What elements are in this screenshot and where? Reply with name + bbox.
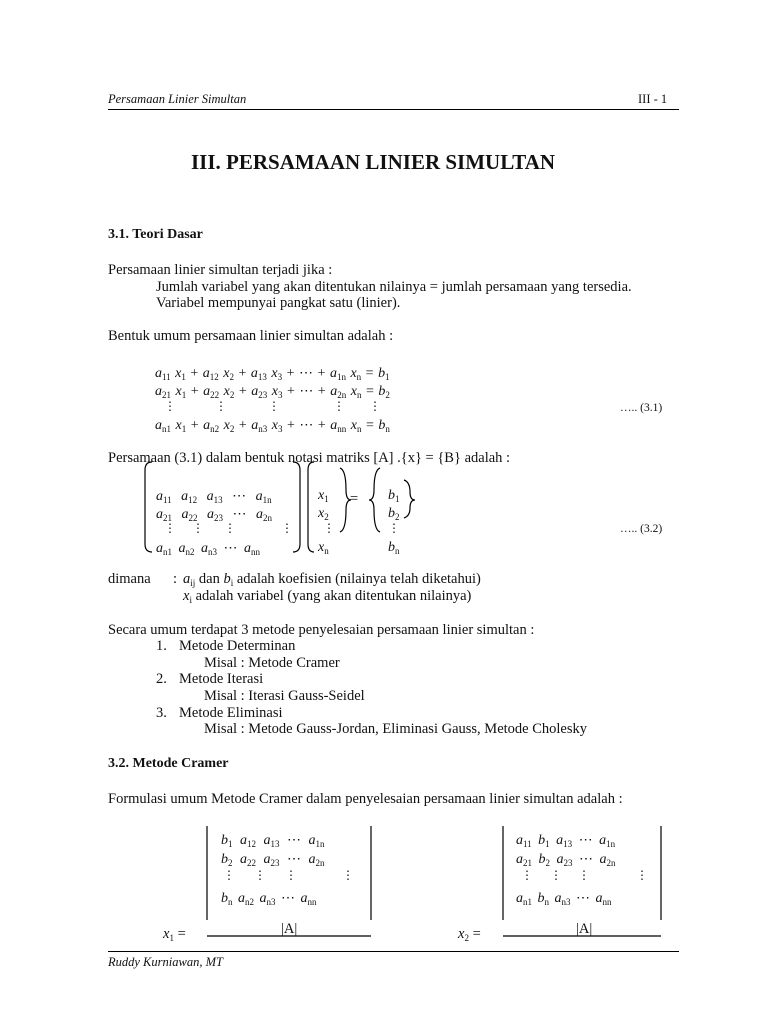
matrix-dots: ⋮ — [224, 521, 236, 535]
cramer-intro: Formulasi umum Metode Cramer dalam penyelesaian persamaan linier simultan adalah : — [108, 791, 623, 807]
equation-number-3-1: ….. (3.1) — [620, 402, 663, 414]
methods-intro: Secara umum terdapat 3 metode penyelesaian persamaan linier simultan : — [108, 622, 535, 638]
vertical-dots-row: ⋮ — [164, 399, 176, 413]
equals-sign: = — [350, 491, 359, 507]
det-x1-row-1: $b_1$ $a_{12}$ $a_{13}$ ⋯ $a_{1n}$ — [221, 833, 325, 849]
matrix-dots: ⋮ — [192, 521, 204, 535]
matrix-dots: ⋮ — [164, 521, 176, 535]
det-x2-dots: ⋮ — [636, 868, 648, 882]
chapter-title: III. PERSAMAAN LINIER SIMULTAN — [191, 150, 556, 174]
vector-x-dots: ⋮ — [323, 521, 335, 535]
equation-number-3-2: ….. (3.2) — [620, 523, 663, 535]
det-x2-dots: ⋮ — [550, 868, 562, 882]
method-name-1: Metode Determinan — [179, 638, 296, 654]
det-x2-row-2: $a_{21}$ $b_2$ $a_{23}$ ⋯ $a_{2n}$ — [516, 852, 616, 868]
det-x2-row-1: $a_{11}$ $b_1$ $a_{13}$ ⋯ $a_{1n}$ — [516, 833, 616, 849]
x1-equals: = — [177, 926, 186, 942]
matrix-dots: ⋮ — [281, 521, 293, 535]
definition-coefficients: $a_{ij}$ dan $b_i$ adalah koefisien (nilainya telah diketahui) — [183, 571, 481, 588]
vertical-dots-row: ⋮ — [215, 399, 227, 413]
definition-variables: $x_i$ adalah variabel (yang akan ditentukan nilainya) — [183, 588, 472, 605]
vector-b-n: $b_n$ — [388, 540, 400, 556]
equation-row-2: $a_{21}$ $x_1 + a_{22}$ $x_2 + a_{23}$ $x_3$ + ⋯ + $a_{2n}$ $x_n = b_2$ — [155, 384, 390, 400]
matrix-notation-text-b: [A] .{x} = {B} adalah : — [373, 450, 511, 466]
det-x1-dots: ⋮ — [342, 868, 354, 882]
method-name-3: Metode Eliminasi — [179, 705, 283, 721]
vector-x-2: $x_2$ — [318, 506, 329, 522]
det-x2-dots: ⋮ — [521, 868, 533, 882]
det-x1-row-2: $b_2$ $a_{22}$ $a_{23}$ ⋯ $a_{2n}$ — [221, 852, 325, 868]
matrix-a-row-2: $a_{21}$ $a_{22}$ $a_{23}$ ⋯ $a_{2n}$ — [156, 507, 272, 523]
x1-label: $x_1$ = — [163, 926, 186, 943]
x2-denominator: |A| — [576, 921, 593, 937]
method-example-1: Misal : Metode Cramer — [204, 655, 340, 671]
vector-b-dots: ⋮ — [388, 521, 400, 535]
footer-author: Ruddy Kurniawan, MT — [108, 955, 223, 969]
det-x2-dots: ⋮ — [578, 868, 590, 882]
vertical-dots-row: ⋮ — [369, 399, 381, 413]
x2-equals: = — [472, 926, 481, 942]
det-x1-dots: ⋮ — [223, 868, 235, 882]
footer-rule — [108, 951, 679, 952]
vector-x-n: $x_n$ — [318, 540, 329, 556]
definition-label: dimana — [108, 571, 151, 587]
vector-b-2: $b_2$ — [388, 506, 400, 522]
section-heading-3-2: 3.2. Metode Cramer — [108, 756, 229, 771]
vector-x-1: $x_1$ — [318, 488, 329, 504]
definition-and: dan — [198, 571, 220, 587]
method-example-3: Misal : Metode Gauss-Jordan, Eliminasi Gauss, Metode Cholesky — [204, 721, 587, 737]
condition-2: Variabel mempunyai pangkat satu (linier). — [156, 295, 401, 311]
matrix-a-row-n: $a_{n1}$ $a_{n2}$ $a_{n3}$ ⋯ $a_{nn}$ — [156, 541, 260, 557]
method-number-1: 1. — [156, 638, 167, 654]
vector-b-1: $b_1$ — [388, 488, 400, 504]
condition-1: Jumlah variabel yang akan ditentukan nilainya = jumlah persamaan yang tersedia. — [156, 279, 632, 295]
running-header-page: III - 1 — [638, 92, 668, 106]
equation-row-n: $a_{n1}$ $x_1 + a_{n2}$ $x_2 + a_{n3}$ $x_3$ + ⋯ + $a_{nn}$ $x_n = b_n$ — [155, 418, 390, 434]
det-x1-dots: ⋮ — [285, 868, 297, 882]
equation-row-1: $a_{11}$ $x_1 + a_{12}$ $x_2 + a_{13}$ $x_3$ + ⋯ + $a_{1n}$ $x_n = b_1$ — [155, 366, 390, 382]
definition-variables-text: adalah variabel (yang akan ditentukan nilainya) — [195, 588, 472, 604]
det-x2-row-n: $a_{n1}$ $b_n$ $a_{n3}$ ⋯ $a_{nn}$ — [516, 891, 612, 907]
x1-denominator: |A| — [281, 921, 298, 937]
det-x1-row-n: $b_n$ $a_{n2}$ $a_{n3}$ ⋯ $a_{nn}$ — [221, 891, 317, 907]
section-heading-3-1: 3.1. Teori Dasar — [108, 227, 203, 242]
definition-coefficients-text: adalah koefisien (nilainya telah diketahui) — [236, 571, 481, 587]
matrix-notation-text-a: Persamaan (3.1) dalam bentuk notasi matriks — [108, 450, 370, 466]
x2-label: $x_2$ = — [458, 926, 481, 943]
vertical-dots-row: ⋮ — [268, 399, 280, 413]
method-name-2: Metode Iterasi — [179, 671, 264, 687]
matrix-a-row-1: $a_{11}$ $a_{12}$ $a_{13}$ ⋯ $a_{1n}$ — [156, 489, 272, 505]
method-example-2: Misal : Iterasi Gauss-Seidel — [204, 688, 365, 704]
det-x1-dots: ⋮ — [254, 868, 266, 882]
running-header-title: Persamaan Linier Simultan — [108, 92, 247, 106]
definition-colon: : — [173, 571, 178, 587]
vertical-dots-row: ⋮ — [333, 399, 345, 413]
method-number-3: 3. — [156, 705, 167, 721]
intro-text: Persamaan linier simultan terjadi jika : — [108, 262, 333, 278]
method-number-2: 2. — [156, 671, 167, 687]
general-form-text: Bentuk umum persamaan linier simultan adalah : — [108, 328, 394, 344]
